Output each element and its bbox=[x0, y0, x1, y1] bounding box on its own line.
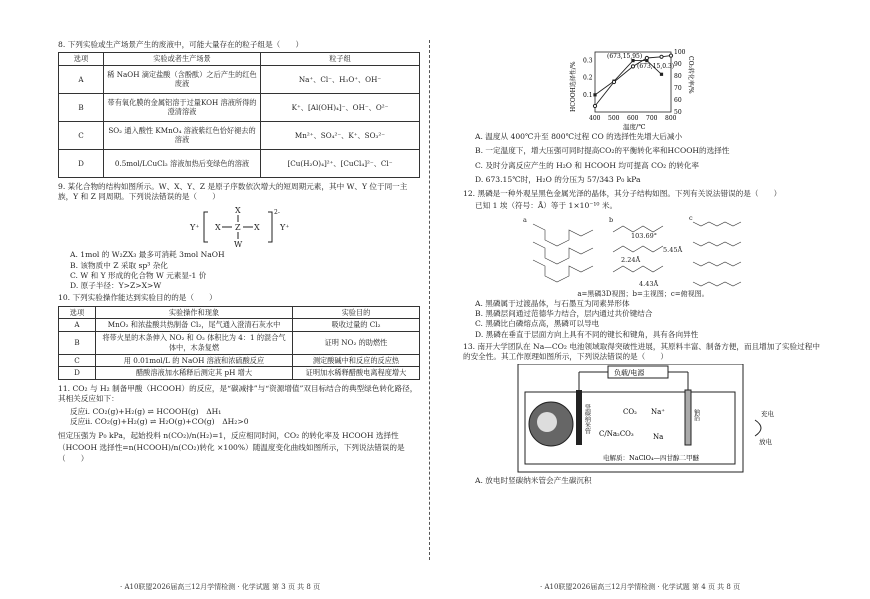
column-divider bbox=[429, 40, 430, 560]
q12-option: C. 黑磷比白磷熔点高，黑磷可以导电 bbox=[475, 319, 600, 329]
q8-header: 选项 bbox=[59, 53, 104, 66]
struct-charge: 2- bbox=[274, 209, 280, 217]
q10-cell: 证明加水稀释醋酸电离程度增大 bbox=[293, 367, 420, 380]
conversion-point bbox=[612, 80, 615, 83]
q8-header: 实验或者生产场景 bbox=[104, 53, 261, 66]
q9-stem: 9. 某化合物的结构如图所示。W、X、Y、Z 是原子序数依次增大的短周期元素，其中 W、Y 位于同一主族，Y 和 Z 同周期。下列说法错误的是（ ） bbox=[58, 181, 408, 202]
q8-cell: 0.5mol/LCuCl₂ 溶液加热后变绿色的溶液 bbox=[104, 149, 261, 177]
q8-cell: D bbox=[59, 149, 104, 177]
q9-option: A. 1mol 的 W₂ZX₃ 最多可消耗 3mol NaOH bbox=[70, 250, 225, 260]
fig-label-b: b bbox=[609, 215, 614, 224]
q11-reaction-1: 反应i. CO₂(g)+H₂(g) ⇌ HCOOH(g) ΔH₁ bbox=[70, 406, 222, 416]
q10-stem: 10. 下列实验操作能达到实验目的的是（ ） bbox=[58, 293, 217, 303]
q8-stem: 8. 下列实验或生产场景产生的废液中，可能大量存在的粒子组是（ ） bbox=[58, 40, 304, 49]
q12-option: A. 黑磷属于过渡晶体，与石墨互为同素异形体 bbox=[475, 298, 630, 308]
load-label: 负载/电源 bbox=[614, 369, 645, 378]
x-tick-label: 500 bbox=[608, 115, 620, 122]
q10-cell: 醋酸溶液加水稀释后测定其 pH 增大 bbox=[96, 367, 293, 380]
q8-cell: 带有氧化膜的金属铝溶于过量KOH 溶液所得的澄清溶液 bbox=[104, 93, 261, 121]
q11-option: B. 一定温度下，增大压强可同时提高CO₂的平衡转化率和HCOOH的选择性 bbox=[475, 146, 730, 156]
q10-cell: 证明 NO₂ 的助燃性 bbox=[293, 332, 420, 354]
q10-table bbox=[58, 306, 420, 380]
black-phosphorus-figure bbox=[463, 212, 823, 290]
y-right-tick-label: 50 bbox=[674, 109, 682, 116]
na-ion-label: Na⁺ bbox=[651, 408, 665, 417]
q8-cell: [Cu(H₂O)₄]²⁺、[CuCl₄]²⁻、Cl⁻ bbox=[261, 149, 420, 177]
q10-cell: 吸收过量的 Cl₂ bbox=[293, 319, 420, 332]
q10-header: 选项 bbox=[59, 306, 96, 319]
q13-stem: 13. 南开大学团队在 Na—CO₂ 电池领域取得突破性进展，其原料丰富、制备方便，而且增加了实验过程中的安全性。其工作原理如图所示，下列说法错误的是（ ） bbox=[463, 341, 820, 362]
struct-w: W bbox=[234, 240, 243, 250]
q8-table bbox=[58, 52, 420, 178]
footer-left: · A10联盟2026届高三12月学情检测 · 化学试题 第 3 页 共 8 页 bbox=[120, 583, 321, 591]
right-electrode: 钠箔 bbox=[692, 409, 700, 422]
q10-header: 实验目的 bbox=[293, 306, 420, 319]
q10-cell: 用 0.01mol/L 的 NaOH 溶液和浓硫酸反应 bbox=[96, 354, 293, 367]
na-label: Na bbox=[653, 433, 664, 442]
annotation-label: (673,15,95) bbox=[607, 53, 643, 60]
conversion-point bbox=[660, 55, 663, 58]
left-column bbox=[58, 40, 420, 466]
q11-option: D. 673.15℃时，H₂O 的分压为 57/343 P₀ kPa bbox=[475, 174, 641, 184]
x-tick-label: 800 bbox=[665, 115, 677, 122]
footer-right: · A10联盟2026届高三12月学情检测 · 化学试题 第 4 页 共 8 页 bbox=[540, 583, 741, 591]
q8-cell: C bbox=[59, 121, 104, 149]
q12-option: B. 黑磷层间通过范德华力结合，层内通过共价键结合 bbox=[475, 309, 653, 319]
struct-z: Z bbox=[235, 223, 241, 233]
fig-label-a: a bbox=[523, 215, 527, 224]
q10-cell: 测定酸碱中和反应的反应热 bbox=[293, 354, 420, 367]
q10-cell: 将带火星的木条伸入 NO₂ 和 O₂ 体积比为 4：1 的混合气体中，木条复燃 bbox=[96, 332, 293, 354]
q11-condition: 恒定压强为 P₀ kPa，起始投料 n(CO₂)/n(H₂)=1，反应相同时间，CO₂ 的转化率及 HCOOH 选择性 bbox=[58, 431, 399, 441]
q11-reaction-2: 反应ii. CO₂(g)+H₂(g) ⇌ H₂O(g)+CO(g) ΔH₂>0 bbox=[70, 416, 249, 426]
q9-option: B. 该物质中 Z 采取 sp³ 杂化 bbox=[70, 260, 168, 270]
q11-selectivity: （HCOOH 选择性=n(HCOOH)/n(CO₂)转化 ×100%）随温度变化曲线如图所示，下列说法错误的是（ ） bbox=[58, 443, 405, 463]
y-left-tick-label: 0.1 bbox=[583, 91, 593, 99]
selectivity-point bbox=[660, 73, 663, 76]
q9-option: D. 原子半径：Y>Z>X>W bbox=[70, 281, 162, 291]
fig-label-c: c bbox=[689, 213, 693, 222]
q8-cell: Mn²⁺、SO₄²⁻、K⁺、SO₃²⁻ bbox=[261, 121, 420, 149]
selectivity-point bbox=[593, 93, 596, 96]
fig-angle: 103.69° bbox=[631, 231, 657, 240]
q8-header: 粒子组 bbox=[261, 53, 420, 66]
fig-len-2: 5.45Å bbox=[663, 245, 683, 254]
q12-option: D. 黑磷在垂直于层面方向上具有不同的键长和键角，具有各向异性 bbox=[475, 329, 699, 339]
q10-cell: MnO₂ 和浓盐酸共热制备 Cl₂，尾气通入澄清石灰水中 bbox=[96, 319, 293, 332]
q11-option: A. 温度从 400℃升至 800℃过程 CO 的选择性先增大后减小 bbox=[475, 132, 683, 141]
q11-option: C. 及时分离反应产生的 H₂O 和 HCOOH 均可提高 CO₂ 的转化率 bbox=[475, 160, 700, 170]
discharge-label: 放电 bbox=[759, 438, 772, 447]
struct-y-right: Y⁺ bbox=[280, 223, 290, 233]
q13-option: A. 放电时竖碳纳米管会产生碳沉积 bbox=[475, 476, 592, 486]
q12-sub: 已知 1 埃（符号：Å）等于 1×10⁻¹⁰ 米。 bbox=[475, 201, 618, 211]
y-left-tick-label: 0.3 bbox=[583, 57, 593, 65]
y-right-tick-label: 60 bbox=[674, 97, 682, 104]
q8-cell: B bbox=[59, 93, 104, 121]
co2-label: CO₂ bbox=[623, 408, 637, 417]
q8-cell: K⁺、[Al(OH)₄]⁻、OH⁻、O²⁻ bbox=[261, 93, 420, 121]
conversion-point bbox=[631, 65, 634, 68]
struct-x-right: X bbox=[254, 223, 260, 233]
q9-option: C. W 和 Y 形成的化合物 W 元素显-1 价 bbox=[70, 270, 207, 280]
y-left-axis-label: HCOOH选择性/% bbox=[570, 61, 577, 112]
y-left-tick-label: 0.2 bbox=[583, 74, 593, 82]
product-label: C/Na₂CO₃ bbox=[599, 430, 634, 439]
y-right-axis-label: CO₂转化率/% bbox=[687, 56, 694, 94]
electrolyte-label: 电解质：NaClO₄—四甘醇二甲醚 bbox=[603, 454, 700, 463]
struct-x-top: X bbox=[235, 206, 241, 216]
conversion-point bbox=[593, 104, 596, 107]
q12-stem: 12. 黑磷是一种外观呈黑色金属光泽的晶体，其分子结构如图。下列有关说法错误的是（ ） bbox=[463, 189, 782, 198]
q10-header: 实验操作和现象 bbox=[96, 306, 293, 319]
q8-cell: SO₂ 通入酸性 KMnO₄ 溶液紫红色恰好褪去的溶液 bbox=[104, 121, 261, 149]
q9-structure bbox=[58, 204, 420, 250]
x-tick-label: 400 bbox=[589, 115, 601, 122]
q11-stem: 11. CO₂ 与 H₂ 制备甲酸（HCOOH）的反应，是“碳减排”与“资源增值”双目标结合的典型绿色转化路径，其相关反应如下： bbox=[58, 384, 418, 404]
q12-caption: a=黑磷3D视图；b=主视图；c=俯视图。 bbox=[577, 289, 709, 298]
x-tick-label: 600 bbox=[627, 115, 639, 122]
charge-label: 充电 bbox=[761, 410, 774, 419]
q8-cell: 稀 NaOH 滴定盐酸（含酚酞）之后产生的红色废液 bbox=[104, 65, 261, 93]
q10-cell: B bbox=[59, 332, 96, 354]
annotation-label: (673,15,0.3) bbox=[637, 63, 675, 70]
q8-cell: Na⁺、Cl⁻、H₃O⁺、OH⁻ bbox=[261, 65, 420, 93]
q10-cell: C bbox=[59, 354, 96, 367]
x-axis-label: 温度/℃ bbox=[623, 123, 646, 131]
y-right-tick-label: 70 bbox=[674, 85, 682, 92]
q10-cell: A bbox=[59, 319, 96, 332]
struct-y-left: Y⁺ bbox=[190, 223, 200, 233]
struct-x-left: X bbox=[215, 223, 221, 233]
x-tick-label: 700 bbox=[646, 115, 658, 122]
fig-len-1: 2.24Å bbox=[621, 255, 641, 264]
conversion-point bbox=[669, 54, 672, 57]
q11-chart bbox=[463, 40, 823, 132]
right-column bbox=[463, 40, 823, 487]
na-co2-battery-diagram bbox=[463, 364, 823, 476]
conversion-point bbox=[645, 56, 648, 59]
fig-len-3: 4.43Å bbox=[639, 279, 659, 288]
q10-cell: D bbox=[59, 367, 96, 380]
y-right-tick-label: 80 bbox=[674, 73, 682, 80]
y-right-tick-label: 100 bbox=[674, 49, 686, 56]
left-electrode: 竖碳纳米管 bbox=[583, 404, 591, 435]
q8-cell: A bbox=[59, 65, 104, 93]
y-right-tick-label: 90 bbox=[674, 61, 682, 68]
